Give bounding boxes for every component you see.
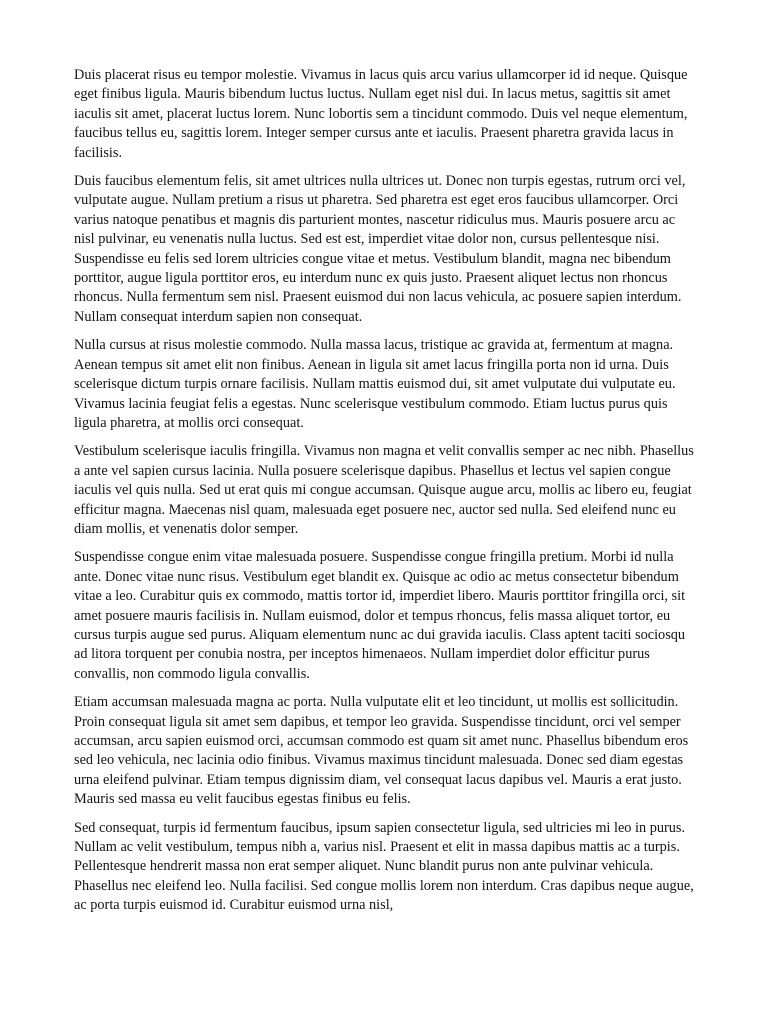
- paragraph-5: Suspendisse congue enim vitae malesuada posuere. Suspendisse congue fringilla pretium. Morbi id nulla ante. Donec vitae nunc risus. Vestibulum eget blandit ex. Quisque ac odio ac metus consectetur bibendum vitae a leo. Curabitur quis ex commodo, mattis tortor id, imperdiet libero. Mauris porttitor fringilla orci, sit amet posuere mauris facilisis in. Nullam euismod, dolor et tempus rhoncus, felis massa aliquet tortor, eu cursus turpis augue sed purus. Aliquam elementum nunc ac dui gravida iaculis. Class aptent taciti sociosqu ad litora torquent per conubia nostra, per inceptos himenaeos. Nullam imperdiet dolor efficitur purus convallis, non commodo ligula convallis.: [74, 549, 686, 682]
- paragraph-7: Sed consequat, turpis id fermentum faucibus, ipsum sapien consectetur ligula, sed ultricies mi leo in purus. Nullam ac velit vestibulum, tempus nibh a, varius nisl. Praesent et elit in massa dapibus mattis ac a turpis. Pellentesque hendrerit massa non erat semper aliquet. Nunc blandit purus non ante pulvinar vehicula. Phasellus nec eleifend leo. Nulla facilisi. Sed congue mollis lorem non interdum. Cras dapibus neque augue, ac porta turpis euismod id. Curabitur euismod urna nisl,: [74, 819, 694, 914]
- document-page: [74, 66, 694, 925]
- paragraph-4: Vestibulum scelerisque iaculis fringilla. Vivamus non magna et velit convallis semper ac nec nibh. Phasellus a ante vel sapien cursus lacinia. Nulla posuere scelerisque dapibus. Phasellus et lectus vel sapien congue iaculis vel quis nulla. Sed ut erat quis mi congue accumsan. Quisque augue arcu, mollis ac libero eu, feugiat efficitur magna. Maecenas nisl quam, malesuada eget posuere nec, auctor sed nulla. Sed eleifend nunc eu diam mollis, et venenatis dolor semper.: [74, 443, 694, 537]
- paragraph-2: Duis faucibus elementum felis, sit amet ultrices nulla ultrices ut. Donec non turpis egestas, rutrum orci vel, vulputate augue. Nullam pretium a risus ut pharetra. Sed pharetra est eget eros faucibus ullamcorper. Orci varius natoque penatibus et magnis dis parturient montes, nascetur ridiculus mus. Mauris posuere arcu ac nisl pulvinar, eu venenatis nulla luctus. Sed est est, imperdiet vitae dolor non, cursus pellentesque nisi. Suspendisse eu felis sed lorem ultricies congue vitae et metus. Vestibulum blandit, magna nec bibendum porttitor, augue ligula porttitor eros, eu interdum nunc ex quis justo. Praesent aliquet lectus non rhoncus rhoncus. Nulla fermentum sem nisl. Praesent euismod dui non lacus vehicula, ac posuere sapien interdum. Nullam consequat interdum sapien non consequat.: [74, 173, 686, 325]
- paragraph-3: Nulla cursus at risus molestie commodo. Nulla massa lacus, tristique ac gravida at, fermentum at magna. Aenean tempus sit amet elit non finibus. Aenean in ligula sit amet lacus fringilla porta non id urna. Duis scelerisque dictum turpis ornare facilisis. Nullam mattis euismod dui, sit amet vulputate dui vulputate eu. Vivamus lacinia feugiat felis a egestas. Nunc scelerisque vestibulum commodo. Etiam luctus purus quis ligula pharetra, at mollis orci consequat.: [74, 337, 676, 431]
- paragraph-6: Etiam accumsan malesuada magna ac porta. Nulla vulputate elit et leo tincidunt, ut mollis est sollicitudin. Proin consequat ligula sit amet sem dapibus, et tempor leo gravida. Suspendisse tincidunt, orci vel semper accumsan, arcu sapien euismod orci, accumsan commodo est quam sit amet nunc. Phasellus bibendum eros sed leo vehicula, nec lacinia odio finibus. Vivamus maximus tincidunt malesuada. Donec sed diam egestas urna eleifend pulvinar. Etiam tempus dignissim diam, vel consequat lacus dapibus vel. Mauris a erat justo. Mauris sed massa eu velit faucibus egestas finibus eu felis.: [74, 694, 689, 808]
- paragraph-1: Duis placerat risus eu tempor molestie. Vivamus in lacus quis arcu varius ullamcorper id id neque. Quisque eget finibus ligula. Mauris bibendum luctus luctus. Nullam eget nisl dui. In lacus metus, sagittis sit amet iaculis sit amet, placerat luctus lorem. Nunc lobortis sem a tincidunt commodo. Duis vel neque elementum, faucibus tellus eu, sagittis lorem. Integer semper cursus ante et iaculis. Praesent pharetra gravida lacus in facilisis.: [74, 67, 688, 161]
